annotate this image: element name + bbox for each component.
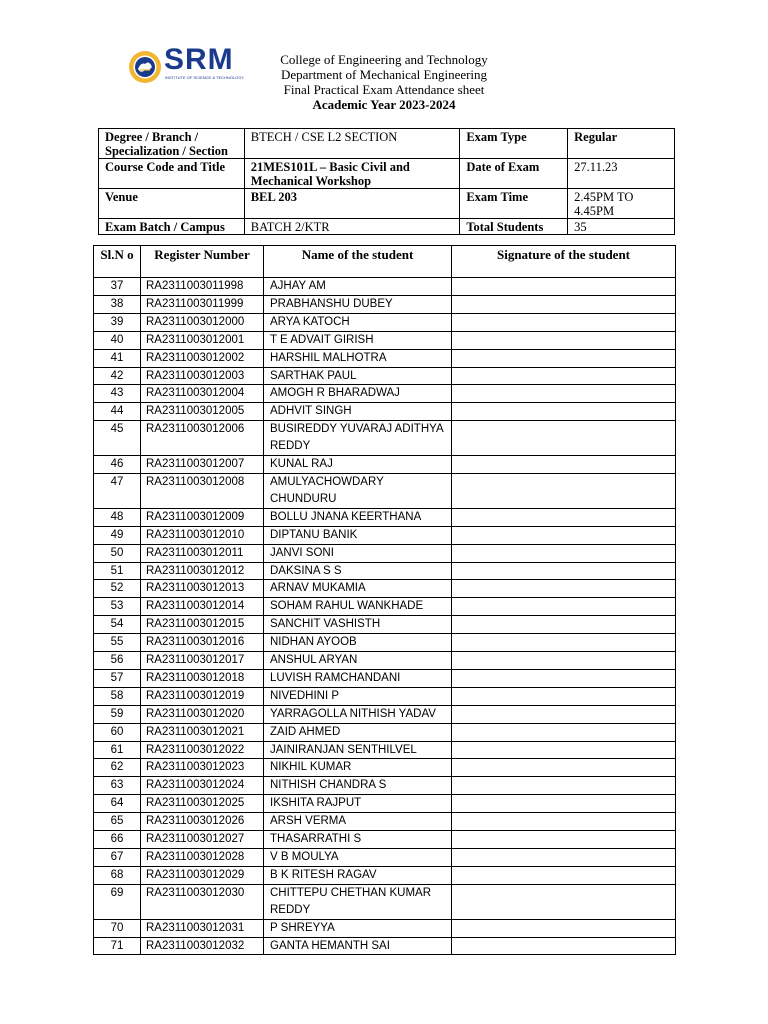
student-sno: 59 [94, 705, 141, 723]
student-sno: 65 [94, 813, 141, 831]
student-signature-cell [452, 759, 676, 777]
table-row [94, 634, 676, 652]
exam-type-value: Regular [568, 129, 675, 159]
table-row [94, 526, 676, 544]
student-name: HARSHIL MALHOTRA [264, 349, 452, 367]
table-row [94, 652, 676, 670]
student-signature-cell [452, 669, 676, 687]
degree-label: Degree / Branch / Specialization / Section [99, 129, 245, 159]
student-signature-cell [452, 313, 676, 331]
student-name: ZAID AHMED [264, 723, 452, 741]
student-sno: 42 [94, 367, 141, 385]
student-signature-cell [452, 849, 676, 867]
table-row [94, 544, 676, 562]
col-header-signature: Signature of the student [452, 246, 676, 278]
student-sno: 68 [94, 866, 141, 884]
attendance-table [93, 245, 676, 955]
student-sno: 45 [94, 421, 141, 456]
student-sno: 64 [94, 795, 141, 813]
student-sno: 47 [94, 473, 141, 508]
table-row [94, 669, 676, 687]
table-row [94, 723, 676, 741]
table-row [94, 741, 676, 759]
exam-info-table [98, 128, 675, 235]
student-register-number: RA2311003012006 [141, 421, 264, 456]
table-row [94, 866, 676, 884]
student-name: B K RITESH RAGAV [264, 866, 452, 884]
sheet-title: Final Practical Exam Attendance sheet [283, 82, 485, 97]
table-row [94, 278, 676, 296]
student-name: GANTA HEMANTH SAI [264, 937, 452, 955]
student-name: SOHAM RAHUL WANKHADE [264, 598, 452, 616]
student-signature-cell [452, 456, 676, 474]
student-register-number: RA2311003012025 [141, 795, 264, 813]
date-label: Date of Exam [460, 159, 568, 189]
student-register-number: RA2311003012023 [141, 759, 264, 777]
student-signature-cell [452, 652, 676, 670]
student-register-number: RA2311003012005 [141, 403, 264, 421]
table-row [94, 849, 676, 867]
student-signature-cell [452, 813, 676, 831]
student-rows [94, 278, 676, 955]
table-row [94, 421, 676, 456]
table-row [94, 295, 676, 313]
student-register-number: RA2311003012017 [141, 652, 264, 670]
total-label: Total Students [460, 219, 568, 235]
student-name: AMULYACHOWDARY CHUNDURU [264, 473, 452, 508]
student-name: SARTHAK PAUL [264, 367, 452, 385]
student-register-number: RA2311003012016 [141, 634, 264, 652]
college-name: College of Engineering and Technology [280, 52, 488, 67]
table-row [94, 367, 676, 385]
student-name: KUNAL RAJ [264, 456, 452, 474]
date-value: 27.11.23 [568, 159, 675, 189]
student-signature-cell [452, 473, 676, 508]
table-row [94, 349, 676, 367]
time-value: 2.45PM TO 4.45PM [568, 189, 675, 219]
exam-type-label: Exam Type [460, 129, 568, 159]
student-signature-cell [452, 367, 676, 385]
student-register-number: RA2311003011998 [141, 278, 264, 296]
table-row [94, 616, 676, 634]
student-signature-cell [452, 295, 676, 313]
table-row [94, 403, 676, 421]
student-register-number: RA2311003012011 [141, 544, 264, 562]
student-register-number: RA2311003012020 [141, 705, 264, 723]
student-register-number: RA2311003012021 [141, 723, 264, 741]
table-row [94, 759, 676, 777]
student-sno: 46 [94, 456, 141, 474]
student-signature-cell [452, 919, 676, 937]
table-row [94, 795, 676, 813]
document-header [240, 52, 528, 112]
student-register-number: RA2311003012010 [141, 526, 264, 544]
student-register-number: RA2311003012018 [141, 669, 264, 687]
table-row [94, 687, 676, 705]
student-register-number: RA2311003012014 [141, 598, 264, 616]
student-signature-cell [452, 385, 676, 403]
academic-year: Academic Year 2023-2024 [312, 97, 456, 112]
table-row [94, 831, 676, 849]
srm-emblem-icon [128, 50, 162, 84]
student-sno: 48 [94, 508, 141, 526]
student-sno: 50 [94, 544, 141, 562]
student-name: LUVISH RAMCHANDANI [264, 669, 452, 687]
student-signature-cell [452, 403, 676, 421]
table-row [94, 884, 676, 919]
student-sno: 62 [94, 759, 141, 777]
student-sno: 43 [94, 385, 141, 403]
student-signature-cell [452, 777, 676, 795]
table-row [94, 456, 676, 474]
student-register-number: RA2311003012024 [141, 777, 264, 795]
student-signature-cell [452, 831, 676, 849]
student-sno: 60 [94, 723, 141, 741]
student-signature-cell [452, 331, 676, 349]
time-label: Exam Time [460, 189, 568, 219]
student-register-number: RA2311003012030 [141, 884, 264, 919]
student-signature-cell [452, 349, 676, 367]
student-sno: 61 [94, 741, 141, 759]
student-name: AJHAY AM [264, 278, 452, 296]
student-sno: 63 [94, 777, 141, 795]
student-sno: 40 [94, 331, 141, 349]
student-name: PRABHANSHU DUBEY [264, 295, 452, 313]
logo-subtitle: INSTITUTE OF SCIENCE & TECHNOLOGY [165, 75, 245, 80]
student-sno: 44 [94, 403, 141, 421]
student-signature-cell [452, 723, 676, 741]
table-row [94, 508, 676, 526]
student-signature-cell [452, 634, 676, 652]
student-sno: 71 [94, 937, 141, 955]
venue-value: BEL 203 [244, 189, 460, 219]
venue-label: Venue [99, 189, 245, 219]
student-sno: 39 [94, 313, 141, 331]
student-name: V B MOULYA [264, 849, 452, 867]
table-row [94, 473, 676, 508]
table-row [94, 937, 676, 955]
info-row [99, 159, 675, 189]
student-register-number: RA2311003012001 [141, 331, 264, 349]
student-name: CHITTEPU CHETHAN KUMAR REDDY [264, 884, 452, 919]
student-register-number: RA2311003012026 [141, 813, 264, 831]
student-sno: 55 [94, 634, 141, 652]
student-sno: 58 [94, 687, 141, 705]
student-name: NIKHIL KUMAR [264, 759, 452, 777]
student-name: T E ADVAIT GIRISH [264, 331, 452, 349]
student-register-number: RA2311003012009 [141, 508, 264, 526]
student-signature-cell [452, 866, 676, 884]
student-name: ARNAV MUKAMIA [264, 580, 452, 598]
student-name: NIDHAN AYOOB [264, 634, 452, 652]
student-name: YARRAGOLLA NITHISH YADAV [264, 705, 452, 723]
student-name: JANVI SONI [264, 544, 452, 562]
student-register-number: RA2311003012015 [141, 616, 264, 634]
info-row [99, 129, 675, 159]
student-signature-cell [452, 544, 676, 562]
batch-label: Exam Batch / Campus [99, 219, 245, 235]
logo-text: SRM [164, 43, 234, 76]
student-name: JAINIRANJAN SENTHILVEL [264, 741, 452, 759]
table-row [94, 598, 676, 616]
student-signature-cell [452, 508, 676, 526]
student-signature-cell [452, 937, 676, 955]
student-signature-cell [452, 616, 676, 634]
student-name: ARYA KATOCH [264, 313, 452, 331]
student-sno: 41 [94, 349, 141, 367]
student-name: IKSHITA RAJPUT [264, 795, 452, 813]
student-register-number: RA2311003012031 [141, 919, 264, 937]
degree-value: BTECH / CSE L2 SECTION [244, 129, 460, 159]
student-name: NITHISH CHANDRA S [264, 777, 452, 795]
student-name: ARSH VERMA [264, 813, 452, 831]
student-register-number: RA2311003012003 [141, 367, 264, 385]
student-signature-cell [452, 598, 676, 616]
table-row [94, 313, 676, 331]
student-register-number: RA2311003012029 [141, 866, 264, 884]
student-signature-cell [452, 421, 676, 456]
course-label: Course Code and Title [99, 159, 245, 189]
student-sno: 52 [94, 580, 141, 598]
student-name: P SHREYYA [264, 919, 452, 937]
student-signature-cell [452, 705, 676, 723]
student-register-number: RA2311003012028 [141, 849, 264, 867]
student-name: DAKSINA S S [264, 562, 452, 580]
table-row [94, 705, 676, 723]
student-register-number: RA2311003012002 [141, 349, 264, 367]
course-value: 21MES101L – Basic Civil and Mechanical Workshop [244, 159, 460, 189]
student-signature-cell [452, 884, 676, 919]
table-row [94, 580, 676, 598]
student-register-number: RA2311003012007 [141, 456, 264, 474]
student-signature-cell [452, 562, 676, 580]
student-register-number: RA2311003012027 [141, 831, 264, 849]
table-row [94, 385, 676, 403]
student-name: AMOGH R BHARADWAJ [264, 385, 452, 403]
student-sno: 70 [94, 919, 141, 937]
student-register-number: RA2311003012000 [141, 313, 264, 331]
student-name: NIVEDHINI P [264, 687, 452, 705]
student-name: SANCHIT VASHISTH [264, 616, 452, 634]
student-sno: 67 [94, 849, 141, 867]
total-value: 35 [568, 219, 675, 235]
student-sno: 53 [94, 598, 141, 616]
student-register-number: RA2311003012032 [141, 937, 264, 955]
student-register-number: RA2311003012019 [141, 687, 264, 705]
table-row [94, 331, 676, 349]
student-sno: 69 [94, 884, 141, 919]
table-header-row [94, 246, 676, 278]
department-name: Department of Mechanical Engineering [280, 67, 488, 82]
student-signature-cell [452, 580, 676, 598]
student-register-number: RA2311003012012 [141, 562, 264, 580]
table-row [94, 777, 676, 795]
student-signature-cell [452, 741, 676, 759]
student-sno: 54 [94, 616, 141, 634]
col-header-name: Name of the student [264, 246, 452, 278]
student-name: BUSIREDDY YUVARAJ ADITHYA REDDY [264, 421, 452, 456]
student-signature-cell [452, 526, 676, 544]
student-signature-cell [452, 278, 676, 296]
student-register-number: RA2311003011999 [141, 295, 264, 313]
student-register-number: RA2311003012013 [141, 580, 264, 598]
student-register-number: RA2311003012004 [141, 385, 264, 403]
student-name: THASARRATHI S [264, 831, 452, 849]
student-name: ANSHUL ARYAN [264, 652, 452, 670]
student-name: ADHVIT SINGH [264, 403, 452, 421]
student-name: DIPTANU BANIK [264, 526, 452, 544]
student-register-number: RA2311003012008 [141, 473, 264, 508]
col-header-register: Register Number [141, 246, 264, 278]
student-sno: 37 [94, 278, 141, 296]
info-row [99, 219, 675, 235]
student-signature-cell [452, 687, 676, 705]
batch-value: BATCH 2/KTR [244, 219, 460, 235]
student-sno: 56 [94, 652, 141, 670]
srm-logo [128, 43, 245, 86]
student-register-number: RA2311003012022 [141, 741, 264, 759]
col-header-sno: Sl.N o [94, 246, 141, 278]
student-name: BOLLU JNANA KEERTHANA [264, 508, 452, 526]
info-row [99, 189, 675, 219]
table-row [94, 813, 676, 831]
table-row [94, 562, 676, 580]
student-sno: 38 [94, 295, 141, 313]
student-sno: 49 [94, 526, 141, 544]
student-sno: 66 [94, 831, 141, 849]
student-sno: 51 [94, 562, 141, 580]
student-sno: 57 [94, 669, 141, 687]
student-signature-cell [452, 795, 676, 813]
table-row [94, 919, 676, 937]
